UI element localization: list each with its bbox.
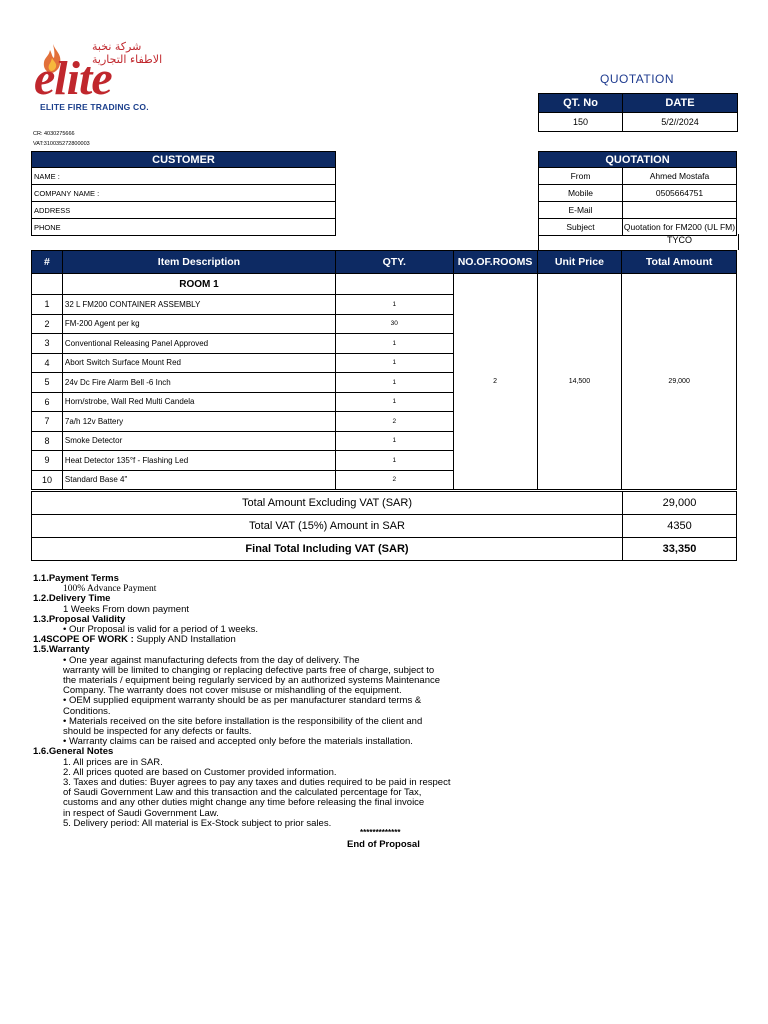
total-vat-label: Total VAT (15%) Amount in SAR (32, 515, 623, 538)
page-title: QUOTATION (600, 72, 675, 86)
items-table (31, 250, 737, 490)
row-qty: 1 (335, 392, 453, 412)
customer-phone-row: PHONE (32, 219, 336, 236)
subject-label: Subject (539, 219, 623, 236)
logo-wordmark: elite (34, 52, 112, 105)
mobile-value: 0505664751 (623, 185, 737, 202)
row-desc: 24v Dc Fire Alarm Bell -6 Inch (62, 373, 335, 393)
customer-company-row: COMPANY NAME : (32, 185, 336, 202)
note-line: in respect of Saudi Government Law. (63, 807, 219, 819)
col-total: Total Amount (622, 251, 737, 274)
warranty-line: the materials / equipment being regularly serviced by an authorized systems Maintenance (63, 675, 441, 687)
row-qty: 1 (335, 353, 453, 373)
row-num: 3 (32, 334, 63, 354)
quote-number-table (538, 93, 738, 132)
vat-number: VAT:310035272800003 (33, 141, 90, 147)
date-value: 5/2//2024 (623, 113, 738, 132)
row-desc: Conventional Releasing Panel Approved (62, 334, 335, 354)
warranty-line: • OEM supplied equipment warranty should be as per manufacturer standard terms & (63, 695, 422, 707)
row-qty: 1 (335, 373, 453, 393)
scope-heading: 1.4SCOPE OF WORK : (33, 634, 134, 646)
total-value: 29,000 (622, 274, 737, 490)
warranty-line: • Materials received on the site before installation is the responsibility of the client and (63, 715, 423, 727)
warranty-line: Company. The warranty does not cover misuse or mishandling of the equipment. (63, 685, 402, 697)
row-num: 8 (32, 431, 63, 451)
customer-header: CUSTOMER (32, 152, 336, 168)
row-desc: Horn/strobe, Wall Red Multi Candela (62, 392, 335, 412)
totals-table (31, 491, 737, 561)
col-num: # (32, 251, 63, 274)
note-line: 3. Taxes and duties: Buyer agrees to pay any taxes and duties required to be paid in respect (63, 777, 451, 789)
row-desc: 32 L FM200 CONTAINER ASSEMBLY (62, 295, 335, 315)
row-qty: 30 (335, 314, 453, 334)
room-qty-blank (335, 274, 453, 295)
date-header: DATE (623, 94, 738, 113)
row-num: 4 (32, 353, 63, 373)
terms-section (33, 574, 493, 829)
rooms-value: 2 (453, 274, 537, 490)
warranty-line: • Warranty claims can be raised and accepted only before the materials installation. (63, 736, 413, 748)
col-rooms: NO.OF.ROOMS (453, 251, 537, 274)
total-excl-vat-label: Total Amount Excluding VAT (SAR) (32, 492, 623, 515)
note-line: customs and any other duties might change any time before releasing the final invoice (63, 797, 425, 809)
row-num: 7 (32, 412, 63, 432)
total-excl-vat-value: 29,000 (623, 492, 737, 515)
row-qty: 1 (335, 431, 453, 451)
room-label: ROOM 1 (62, 274, 335, 295)
row-desc: Smoke Detector (62, 431, 335, 451)
row-desc: Standard Base 4" (62, 470, 335, 490)
end-of-proposal: End of Proposal (347, 839, 420, 850)
final-total-value: 33,350 (623, 538, 737, 561)
from-label: From (539, 168, 623, 185)
row-qty: 1 (335, 295, 453, 315)
proposal-validity-heading: 1.3.Proposal Validity (33, 613, 126, 625)
warranty-line: • One year against manufacturing defects from the day of delivery. The (63, 654, 360, 666)
delivery-time-heading: 1.2.Delivery Time (33, 593, 111, 605)
company-arabic-name: شركة نخبة الاطفاء التجارية (92, 40, 163, 66)
cr-number: CR: 4030275666 (33, 131, 75, 137)
company-logo (34, 40, 164, 120)
col-qty: QTY. (335, 251, 453, 274)
warranty-line: warranty will be limited to changing or replacing defective parts free of charge, subject to (63, 664, 435, 676)
brand-tyco: TYCO (666, 235, 692, 245)
room-num-blank (32, 274, 63, 295)
row-qty: 1 (335, 451, 453, 471)
subject-value: Quotation for FM200 (UL FM) (623, 219, 737, 236)
proposal-validity-text: • Our Proposal is valid for a period of 1 weeks. (63, 624, 259, 636)
row-num: 6 (32, 392, 63, 412)
row-qty: 1 (335, 334, 453, 354)
customer-address-row: ADDRESS (32, 202, 336, 219)
email-value (623, 202, 737, 219)
row-num: 1 (32, 295, 63, 315)
note-line: 2. All prices quoted are based on Customer provided information. (63, 766, 337, 778)
company-english-name: ELITE FIRE TRADING CO. (40, 102, 149, 112)
note-line: of Saudi Government Law and this transaction and the calculated percentage for Tax, (63, 787, 422, 799)
scope-text: Supply AND Installation (133, 634, 236, 646)
col-desc: Item Description (62, 251, 335, 274)
note-line: 5. Delivery period: All material is Ex-Stock subject to prior sales. (63, 817, 332, 829)
warranty-heading: 1.5.Warranty (33, 644, 90, 656)
customer-name-row: NAME : (32, 168, 336, 185)
row-desc: Heat Detector 135°f - Flashing Led (62, 451, 335, 471)
email-label: E-Mail (539, 202, 623, 219)
payment-terms-text: 100% Advance Payment (63, 584, 157, 595)
general-notes-heading: 1.6.General Notes (33, 746, 114, 758)
row-num: 9 (32, 451, 63, 471)
row-desc: 7a/h 12v Battery (62, 412, 335, 432)
row-qty: 2 (335, 412, 453, 432)
unit-price-value: 14,500 (537, 274, 622, 490)
customer-table (31, 151, 336, 236)
note-line: 1. All prices are in SAR. (63, 756, 163, 768)
from-value: Ahmed Mostafa (623, 168, 737, 185)
row-num: 2 (32, 314, 63, 334)
row-qty: 2 (335, 470, 453, 490)
qt-no-value: 150 (539, 113, 623, 132)
mobile-label: Mobile (539, 185, 623, 202)
quotation-info-table (538, 151, 737, 236)
separator-stars: ************* (360, 828, 401, 837)
qt-no-header: QT. No (539, 94, 623, 113)
total-vat-value: 4350 (623, 515, 737, 538)
quotation-info-header: QUOTATION (539, 152, 737, 168)
warranty-line: Conditions. (63, 705, 111, 717)
scope-of-work (33, 635, 493, 645)
row-desc: Abort Switch Surface Mount Red (62, 353, 335, 373)
delivery-time-text: 1 Weeks From down payment (63, 603, 190, 615)
final-total-label: Final Total Including VAT (SAR) (32, 538, 623, 561)
col-unit-price: Unit Price (537, 251, 622, 274)
row-desc: FM-200 Agent per kg (62, 314, 335, 334)
warranty-line: should be inspected for any defects or faults. (63, 726, 252, 738)
row-num: 5 (32, 373, 63, 393)
row-num: 10 (32, 470, 63, 490)
payment-terms-heading: 1.1.Payment Terms (33, 573, 119, 584)
